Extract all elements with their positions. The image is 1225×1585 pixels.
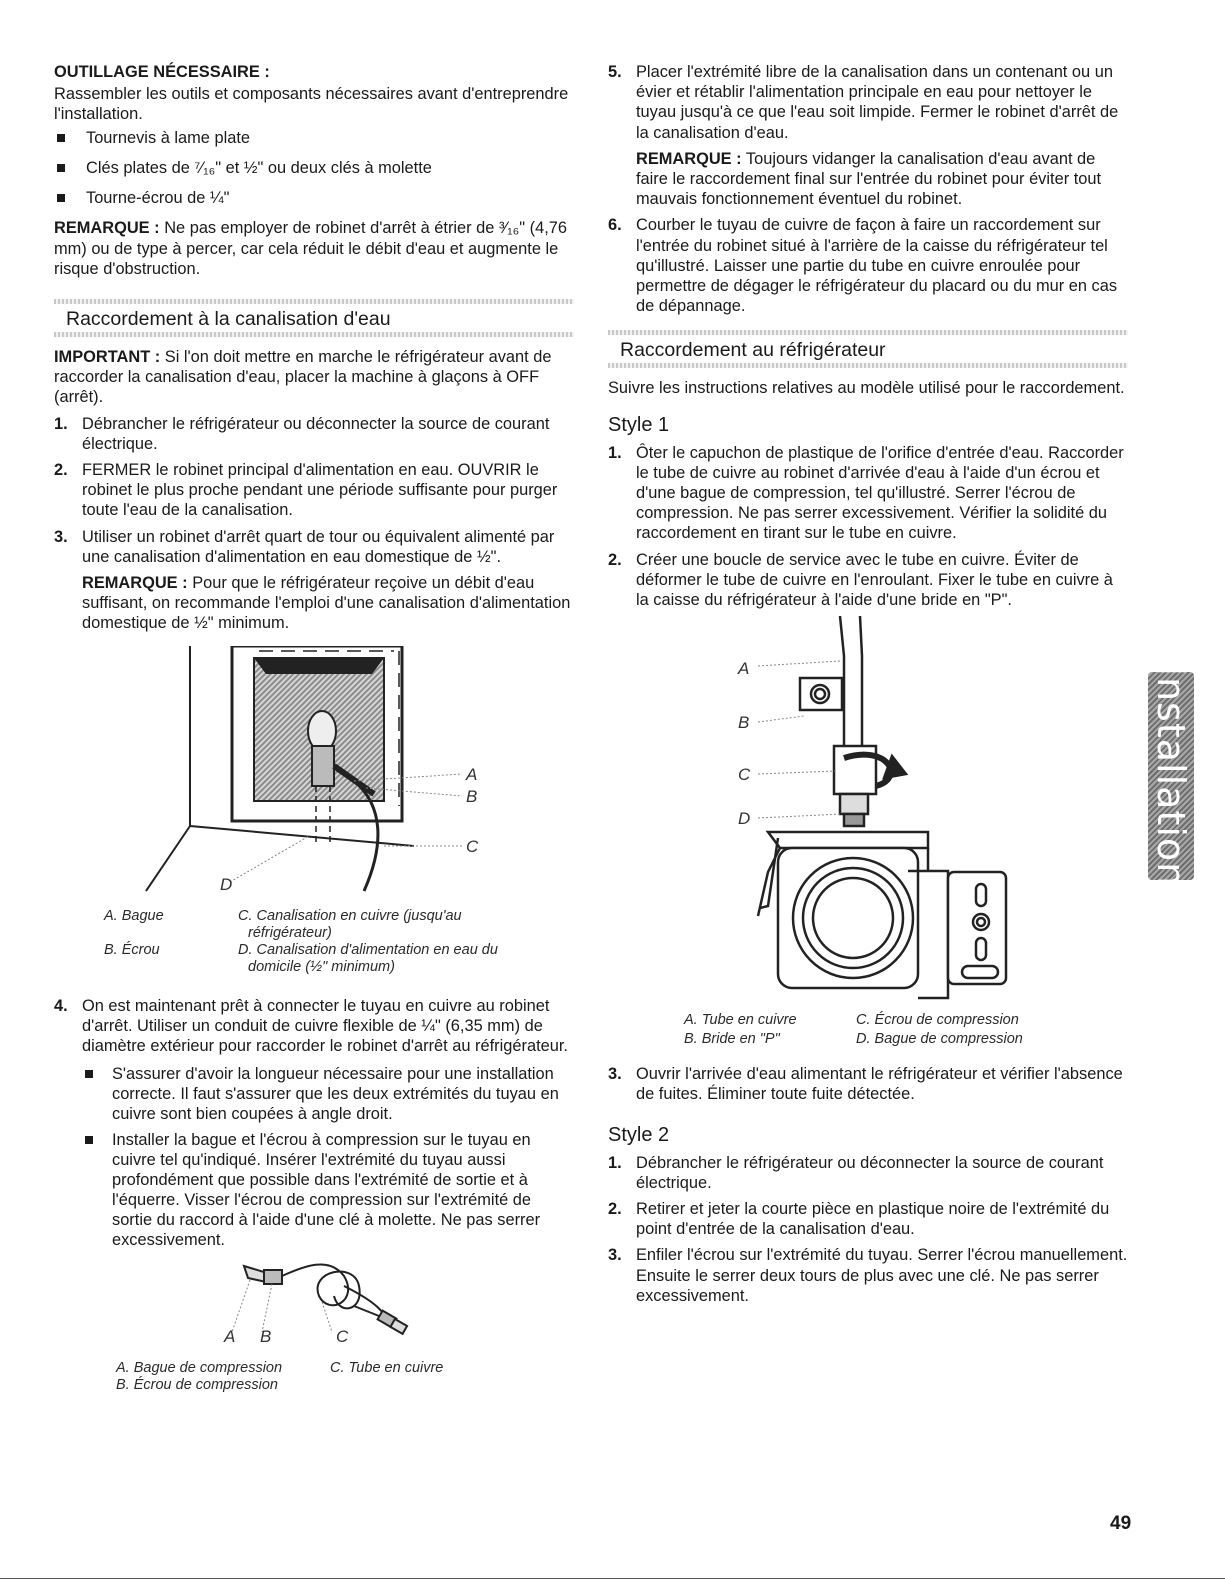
step-4-list	[54, 996, 574, 1251]
shutoff-valve-illustration	[54, 646, 574, 906]
caption-item: C. Canalisation en cuivre (jusqu'au réfrigérateur)	[238, 907, 462, 941]
caption-item: C. Écrou de compression	[856, 1012, 1019, 1029]
figure-label: A	[466, 764, 478, 784]
step-note	[636, 149, 1128, 210]
fridge-valve-illustration	[608, 616, 1128, 1010]
figure-label: B	[466, 786, 478, 806]
style-2-steps	[608, 1153, 1128, 1306]
tools-title: OUTILLAGE NÉCESSAIRE :	[54, 63, 270, 81]
step	[608, 443, 1128, 544]
step	[608, 1245, 1128, 1306]
style-1-step-3	[608, 1064, 1128, 1104]
step-number: 6.	[608, 216, 622, 235]
side-tab-label: Installation	[1149, 664, 1193, 888]
note-text: Toujours vidanger la canalisation d'eau avant de faire le raccordement final sur l'entrée du robinet pour éviter tout mauvais fonctionnement éventuel du robinet.	[636, 149, 1102, 209]
figure-caption	[104, 908, 574, 976]
list-item: Clés plates de ⁷⁄₁₆" et ½" ou deux clés à molette	[54, 158, 574, 178]
list-item: S'assurer d'avoir la longueur nécessaire pour une installation correcte. Il faut s'assurer que les deux extrémités du tuyau en cuivre sont bien coupées à angle droit.	[82, 1064, 574, 1124]
figure-caption	[116, 1360, 574, 1394]
step-text: Créer une boucle de service avec le tube en cuivre. Éviter de déformer le tube de cuivre en l'enroulant. Fixer le tube en cuivre à la caisse du réfrigérateur à l'aide d'une bride en "P".	[636, 550, 1113, 610]
step	[608, 1199, 1128, 1239]
style-1-steps	[608, 443, 1128, 611]
step-number: 2.	[54, 461, 68, 480]
step-text: Ôter le capuchon de plastique de l'orifice d'entrée d'eau. Raccorder le tube de cuivre au robinet d'arrivée d'eau à l'aide d'un écrou et d'une bague de compression, tel qu'illustré. Serrer l'écrou de compression. Ne pas serrer excessivement. Vérifier la solidité du raccordement en tirant sur le tube en cuivre.	[636, 443, 1124, 543]
page-number: 49	[1110, 1513, 1132, 1534]
step-number: 1.	[54, 414, 68, 433]
water-line-steps	[54, 414, 574, 634]
step-text: Ouvrir l'arrivée d'eau alimentant le réfrigérateur et vérifier l'absence de fuites. Éliminer toute fuite détectée.	[636, 1065, 1123, 1104]
tools-list	[54, 128, 574, 208]
step-number: 5.	[608, 63, 622, 81]
caption-item: A. Bague	[104, 907, 164, 924]
step	[54, 996, 574, 1251]
step-number: 3.	[608, 1246, 622, 1265]
style-2-heading: Style 2	[608, 1123, 670, 1146]
note-text: Pour que le réfrigérateur reçoive un débit d'eau suffisant, on recommande l'emploi d'une canalisation d'alimentation domestique de ½" minimum.	[82, 574, 571, 633]
figure-label: C	[738, 765, 751, 785]
step-number: 4.	[54, 996, 68, 1015]
left-column	[54, 62, 574, 1394]
caption-item: D. Bague de compression	[856, 1031, 1023, 1048]
right-column	[608, 62, 1128, 1312]
list-item: Tournevis à lame plate	[54, 128, 574, 148]
step-text: On est maintenant prêt à connecter le tuyau en cuivre au robinet d'arrêt. Utiliser un conduit de cuivre flexible de ¼" (6,35 mm) de diamètre extérieur pour raccorder le robinet d'arrêt au réfrigérateur.	[82, 996, 568, 1056]
list-item: Installer la bague et l'écrou à compression sur le tuyau en cuivre tel qu'indiqué. Insérer l'extrémité du tuyau aussi profondément que possible dans l'extrémité de sortie et à l'équerre. Visser l'écrou de compression sur l'extrémité de sortie du raccord à l'aide d'une clé à molette. Ne pas serrer excessivement.	[82, 1130, 574, 1250]
caption-item: B. Bride en "P"	[684, 1031, 780, 1048]
style-1-heading: Style 1	[608, 413, 670, 436]
step	[54, 460, 574, 521]
step	[608, 1064, 1128, 1104]
step-note	[82, 573, 574, 634]
bottom-rule	[0, 1578, 1225, 1579]
copper-tube-figure	[54, 1256, 574, 1344]
step-number: 3.	[608, 1065, 622, 1084]
figure-label: D	[738, 809, 751, 829]
list-item: Tourne-écrou de ¼"	[54, 188, 574, 208]
caption-item: B. Écrou	[104, 941, 160, 958]
figure-label: D	[220, 874, 233, 894]
fridge-intro: Suivre les instructions relatives au modèle utilisé pour le raccordement.	[608, 379, 1125, 398]
step-text: Placer l'extrémité libre de la canalisation dans un contenant ou un évier et rétablir l'alimentation principale en eau pour nettoyer le tuyau jusqu'à ce que l'eau soit limpide. Fermer le robinet d'arrêt de la canalisation d'eau.	[636, 63, 1119, 142]
copper-tube-illustration	[54, 1256, 574, 1344]
fridge-valve-figure	[608, 616, 1128, 1010]
tools-note	[54, 218, 574, 279]
caption-item: A. Tube en cuivre	[684, 1012, 797, 1029]
step-text: Retirer et jeter la courte pièce en plastique noire de l'extrémité du point d'entrée de la canalisation d'eau.	[636, 1200, 1110, 1239]
step	[54, 414, 574, 454]
note-text: Ne pas employer de robinet d'arrêt à étrier de ³⁄₁₆" (4,76 mm) ou de type à percer, car cela réduit le débit d'eau et augmente le risque d'obstruction.	[54, 219, 568, 278]
step	[608, 215, 1128, 316]
installation-side-tab	[1148, 664, 1194, 888]
step-number: 2.	[608, 550, 622, 569]
figure-label: A	[738, 659, 750, 679]
step-text: Débrancher le réfrigérateur ou déconnecter la source de courant électrique.	[82, 414, 550, 453]
step	[54, 527, 574, 634]
step-number: 1.	[608, 1153, 622, 1172]
shutoff-valve-figure	[54, 646, 574, 906]
note-label: REMARQUE :	[54, 219, 160, 238]
caption-item: B. Écrou de compression	[116, 1377, 278, 1394]
caption-item: A. Bague de compression	[116, 1360, 283, 1377]
step-number: 2.	[608, 1200, 622, 1219]
important-note	[54, 347, 574, 408]
section-heading: Raccordement à la canalisation d'eau	[54, 299, 574, 337]
step-4-bullets	[82, 1064, 574, 1250]
step	[608, 550, 1128, 611]
step	[608, 1153, 1128, 1193]
note-label: REMARQUE :	[636, 149, 742, 168]
step	[608, 62, 1128, 209]
tools-intro: Rassembler les outils et composants nécessaires avant d'entreprendre l'installation.	[54, 85, 569, 124]
step-number: 1.	[608, 443, 622, 462]
figure-label: C	[336, 1327, 349, 1345]
section-heading: Raccordement au réfrigérateur	[608, 330, 1128, 368]
step-text: Courber le tuyau de cuivre de façon à faire un raccordement sur l'entrée du robinet situé à l'arrière de la caisse du réfrigérateur tel qu'illustré. Laisser une partie du tube en cuivre enroulée pour permettre de dégager le réfrigérateur du placard ou du mur en cas de dépannage.	[636, 216, 1118, 316]
step-text: Utiliser un robinet d'arrêt quart de tour ou équivalent alimenté par une canalisation d'alimentation en eau domestique de ½".	[82, 527, 555, 566]
figure-label: B	[260, 1327, 272, 1345]
step-text: Enfiler l'écrou sur l'extrémité du tuyau. Serrer l'écrou manuellement. Ensuite le serrer deux tours de plus avec une clé. Ne pas serrer excessivement.	[636, 1246, 1128, 1305]
step-text: Débrancher le réfrigérateur ou déconnecter la source de courant électrique.	[636, 1153, 1104, 1192]
figure-label: C	[466, 836, 479, 856]
figure-label: B	[738, 713, 750, 733]
important-text: Si l'on doit mettre en marche le réfrigérateur avant de raccorder la canalisation d'eau, placer la machine à glaçons à OFF (arrêt).	[54, 348, 552, 407]
figure-label: A	[224, 1327, 236, 1345]
continued-steps	[608, 62, 1128, 316]
caption-item: C. Tube en cuivre	[330, 1360, 444, 1377]
step-number: 3.	[54, 527, 68, 546]
note-label: REMARQUE :	[82, 574, 188, 593]
caption-item: D. Canalisation d'alimentation en eau du domicile (½" minimum)	[238, 941, 498, 975]
important-label: IMPORTANT :	[54, 348, 161, 367]
figure-caption	[684, 1012, 1128, 1048]
step-text: FERMER le robinet principal d'alimentation en eau. OUVRIR le robinet le plus proche pendant une période suffisante pour purger toute l'eau de la canalisation.	[82, 461, 558, 520]
